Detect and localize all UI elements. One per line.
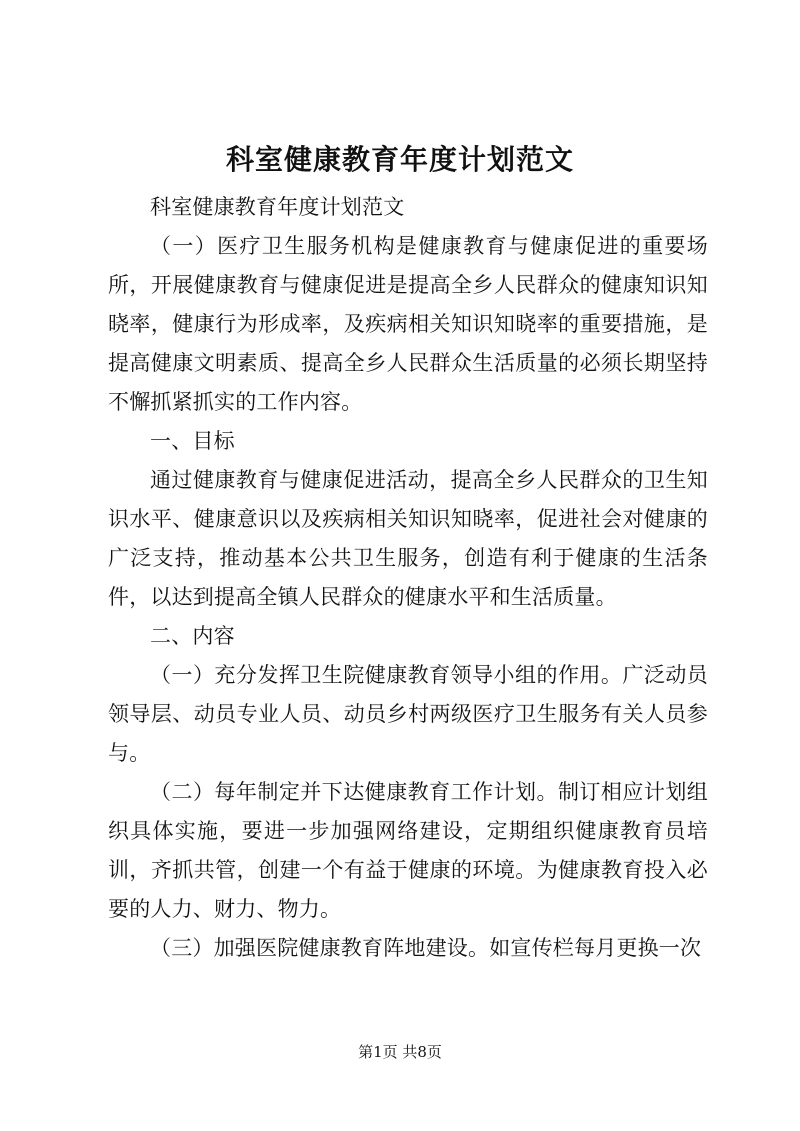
paragraph-content-3: （三）加强医院健康教育阵地建设。如宣传栏每月更换一次 [150,936,702,960]
paragraph-content-1: （一）充分发挥卫生院健康教育领导小组的作用。广泛动员领导层、动员专业人员、动员乡村两级医疗卫生服务有关人员参与。 [108,663,708,765]
document-title: 科室健康教育年度计划范文 [225,143,574,176]
paragraph-intro: （一）医疗卫生服务机构是健康教育与健康促进的重要场所，开展健康教育与健康促进是提高全乡人民群众的健康知识知晓率，健康行为形成率，及疾病相关知识知晓率的重要措施，是提高健康文明素质、提高全乡人民群众生活质量的必须长期坚持不懈抓紧抓实的工作内容。 [108,234,708,414]
page-number-footer: 第1页 共8页 [358,1043,442,1061]
section-heading-content: 二、内容 [150,624,235,648]
paragraph-content-2: （二）每年制定并下达健康教育工作计划。制订相应计划组织具体实施，要进一步加强网络建设，定期组织健康教育员培训，齐抓共管，创建一个有益于健康的环境。为健康教育投入必要的人力、财力、物力。 [108,780,708,921]
paragraph-subtitle: 科室健康教育年度计划范文 [150,195,405,219]
paragraph-goals: 通过健康教育与健康促进活动，提高全乡人民群众的卫生知识水平、健康意识以及疾病相关知识知晓率，促进社会对健康的广泛支持，推动基本公共卫生服务，创造有利于健康的生活条件，以达到提高全镇人民群众的健康水平和生活质量。 [108,468,708,609]
section-heading-goals: 一、目标 [150,429,235,453]
document-body [108,188,708,968]
